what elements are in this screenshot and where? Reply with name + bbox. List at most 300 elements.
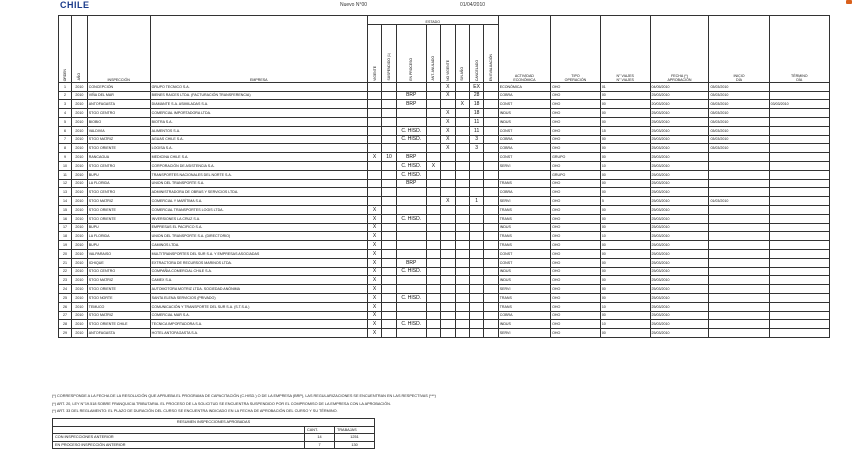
cell-estado-4 (426, 329, 440, 338)
cell-inicio (709, 311, 769, 320)
cell-estado-6 (455, 135, 469, 144)
table-row (59, 144, 830, 153)
cell-anio: 2010 (72, 205, 88, 214)
cell-empresa: GRUPO TECNICO S.A. (150, 82, 367, 91)
table-row (59, 276, 830, 285)
cell-orden: 18 (59, 232, 72, 241)
cell-estado-3: BRP (396, 179, 426, 188)
cell-tipo: OHO (551, 197, 601, 206)
cell-estado-4 (426, 153, 440, 162)
cell-fecha: 25/03/2010 (650, 214, 709, 223)
cell-estado-5 (441, 241, 455, 250)
cell-inspeccion: STGO MATRIZ (87, 276, 150, 285)
cell-estado-4 (426, 320, 440, 329)
cell-termino (769, 249, 829, 258)
cell-orden: 24 (59, 285, 72, 294)
cell-inicio (709, 302, 769, 311)
cell-tipo: OHO (551, 214, 601, 223)
cell-inspeccion: STGO ORIENTE CHILE (87, 320, 150, 329)
table-row (59, 205, 830, 214)
cell-estado-8 (484, 126, 498, 135)
cell-orden: 26 (59, 302, 72, 311)
cell-empresa: MULTITRANSPORTES DEL SUR S.A. Y EMPRESAS ASOCIADAS (150, 249, 367, 258)
cell-estado-4 (426, 258, 440, 267)
cell-estado-1: X (367, 205, 381, 214)
cell-fecha: 25/03/2010 (650, 91, 709, 100)
cell-fecha: 25/03/2010 (650, 205, 709, 214)
cell-estado-3: BRP (396, 153, 426, 162)
cell-estado-6 (455, 223, 469, 232)
cell-actividad: INDUS (498, 117, 550, 126)
cell-anio: 2010 (72, 267, 88, 276)
table-row (59, 100, 830, 109)
doc-date: 01/04/2010 (460, 2, 486, 8)
cell-estado-8 (484, 267, 498, 276)
cell-estado-7 (469, 302, 483, 311)
cell-termino (769, 241, 829, 250)
cell-termino (769, 144, 829, 153)
cell-orden: 25 (59, 293, 72, 302)
table-row (59, 170, 830, 179)
cell-inspeccion: ANTOFAGASTA (87, 329, 150, 338)
cell-viajes: 00 (600, 329, 650, 338)
summary-row-trab: 1251 (335, 434, 375, 442)
cell-anio: 2010 (72, 232, 88, 241)
cell-fecha: 25/03/2010 (650, 144, 709, 153)
cell-viajes: 00 (600, 276, 650, 285)
cell-estado-6 (455, 179, 469, 188)
cell-inicio (709, 170, 769, 179)
cell-inicio (709, 179, 769, 188)
cell-estado-2 (382, 144, 396, 153)
cell-orden: 14 (59, 197, 72, 206)
cell-estado-8 (484, 117, 498, 126)
cell-actividad: COBRA (498, 135, 550, 144)
cell-viajes: 00 (600, 205, 650, 214)
cell-estado-1 (367, 179, 381, 188)
summary-label-head (53, 426, 305, 434)
cell-fecha: 25/03/2010 (650, 188, 709, 197)
cell-fecha: 25/03/2010 (650, 285, 709, 294)
col-estado-4: ANT. ANULADO (426, 24, 440, 82)
cell-estado-7 (469, 205, 483, 214)
cell-actividad: INDUS (498, 223, 550, 232)
cell-tipo: OHO (551, 267, 601, 276)
cell-estado-4 (426, 241, 440, 250)
cell-tipo: OHO (551, 109, 601, 118)
cell-viajes: 10 (600, 320, 650, 329)
cell-estado-5 (441, 293, 455, 302)
cell-tipo: OHO (551, 126, 601, 135)
cell-termino (769, 153, 829, 162)
cell-estado-2 (382, 109, 396, 118)
cell-estado-6 (455, 214, 469, 223)
col-estado-5: NO VIGENTE (441, 24, 455, 82)
cell-estado-3 (396, 249, 426, 258)
cell-viajes: 00 (600, 249, 650, 258)
cell-fecha: 25/03/2010 (650, 161, 709, 170)
cell-inicio: 03/03/2010 (709, 135, 769, 144)
cell-anio: 2010 (72, 214, 88, 223)
cell-fecha: 25/03/2010 (650, 249, 709, 258)
cell-estado-8 (484, 320, 498, 329)
cell-estado-5 (441, 223, 455, 232)
cell-inspeccion: STGO ORIENTE (87, 214, 150, 223)
cell-viajes: 00 (600, 144, 650, 153)
cell-estado-2 (382, 302, 396, 311)
cell-estado-6 (455, 311, 469, 320)
cell-inspeccion: VALDIVIA (87, 126, 150, 135)
cell-empresa: COMERCIAL IMPORTADORA LTDA. (150, 109, 367, 118)
cell-termino (769, 276, 829, 285)
cell-termino (769, 311, 829, 320)
col-fecha: FECHA (*) APROBACIÓN (650, 16, 709, 83)
cell-inspeccion: VIÑA DEL MAR (87, 91, 150, 100)
cell-estado-5 (441, 311, 455, 320)
cell-actividad: SERVI (498, 329, 550, 338)
cell-estado-8 (484, 329, 498, 338)
cell-estado-8 (484, 214, 498, 223)
cell-anio: 2010 (72, 302, 88, 311)
cell-inicio: 03/03/2010 (709, 109, 769, 118)
cell-estado-6 (455, 249, 469, 258)
cell-termino (769, 302, 829, 311)
cell-estado-6 (455, 170, 469, 179)
cell-estado-8 (484, 144, 498, 153)
cell-fecha: 25/03/2010 (650, 329, 709, 338)
inspections-table (58, 15, 830, 338)
cell-estado-1: X (367, 302, 381, 311)
cell-orden: 21 (59, 258, 72, 267)
cell-estado-4 (426, 179, 440, 188)
cell-inspeccion: RANCAGUA (87, 153, 150, 162)
cell-tipo: OHO (551, 302, 601, 311)
cell-fecha: 25/03/2010 (650, 117, 709, 126)
cell-estado-5 (441, 170, 455, 179)
cell-estado-7 (469, 249, 483, 258)
cell-tipo: OHO (551, 276, 601, 285)
cell-estado-6 (455, 241, 469, 250)
cell-actividad: INDUS (498, 109, 550, 118)
cell-estado-6 (455, 117, 469, 126)
cell-tipo: OHO (551, 144, 601, 153)
cell-empresa: COMERCIAL MAR S.A. (150, 311, 367, 320)
cell-estado-7 (469, 267, 483, 276)
cell-viajes: 00 (600, 267, 650, 276)
cell-estado-8 (484, 293, 498, 302)
cell-actividad: TRANS (498, 302, 550, 311)
cell-inspeccion: LA FLORIDA (87, 179, 150, 188)
table-body (59, 82, 830, 337)
cell-inicio (709, 153, 769, 162)
cell-fecha: 25/03/2010 (650, 197, 709, 206)
cell-estado-1: X (367, 329, 381, 338)
cell-tipo: OHO (551, 232, 601, 241)
footnote: (*) CORRESPONDE A LA FECHA DE LA RESOLUCIÓN QUE APRUEBA EL PROGRAMA DE CAPACITACIÓN (C.HISD.) O DE LA EMPRESA (BRP), LAS REGULARIZACIONES SE ENCUENTRAN EN LAS RESPECTIVAS (***) (52, 394, 436, 398)
cell-estado-1 (367, 161, 381, 170)
cell-inspeccion: STGO ORIENTE (87, 144, 150, 153)
cell-estado-5: X (441, 82, 455, 91)
cell-estado-8 (484, 285, 498, 294)
cell-inspeccion: STGO ORIENTE (87, 205, 150, 214)
cell-estado-5 (441, 188, 455, 197)
cell-estado-7 (469, 241, 483, 250)
footnotes (52, 393, 436, 416)
cell-estado-3 (396, 117, 426, 126)
cell-viajes: 00 (600, 117, 650, 126)
cell-actividad: TRANS (498, 179, 550, 188)
summary-row-trab: 130 (335, 441, 375, 449)
cell-tipo: GRUPO (551, 170, 601, 179)
cell-estado-4 (426, 82, 440, 91)
cell-estado-2 (382, 241, 396, 250)
cell-anio: 2010 (72, 258, 88, 267)
cell-orden: 3 (59, 100, 72, 109)
table-row (59, 188, 830, 197)
cell-anio: 2010 (72, 135, 88, 144)
cell-empresa: TRANSPORTES NACIONALES DEL NORTE S.A. (150, 170, 367, 179)
cell-estado-3: BRP (396, 91, 426, 100)
cell-estado-7: 3 (469, 144, 483, 153)
cell-estado-4 (426, 302, 440, 311)
cell-tipo: OHO (551, 82, 601, 91)
cell-estado-3 (396, 276, 426, 285)
cell-inspeccion: BUPU (87, 170, 150, 179)
cell-tipo: OHO (551, 285, 601, 294)
cell-estado-3: C. HISD. (396, 135, 426, 144)
cell-estado-5 (441, 161, 455, 170)
cell-empresa: CORPORACIÓN DE ASISTENCIA S.A. (150, 161, 367, 170)
cell-fecha: 20/03/2010 (650, 100, 709, 109)
cell-estado-7 (469, 258, 483, 267)
cell-viajes: 10 (600, 302, 650, 311)
cell-empresa: ALIMENTOS S.A. (150, 126, 367, 135)
cell-estado-2 (382, 100, 396, 109)
summary-table (52, 418, 375, 449)
cell-estado-7: 18 (469, 109, 483, 118)
cell-estado-1: X (367, 232, 381, 241)
cell-estado-7 (469, 311, 483, 320)
cell-estado-5 (441, 249, 455, 258)
cell-fecha: 25/03/2010 (650, 267, 709, 276)
cell-estado-6 (455, 197, 469, 206)
cell-estado-2 (382, 232, 396, 241)
cell-estado-3 (396, 311, 426, 320)
cell-estado-8 (484, 170, 498, 179)
cell-estado-4 (426, 232, 440, 241)
cell-actividad: CONST (498, 153, 550, 162)
logo: CHILE (60, 0, 90, 10)
cell-estado-7 (469, 329, 483, 338)
cell-estado-8 (484, 276, 498, 285)
cell-estado-2 (382, 285, 396, 294)
cell-orden: 2 (59, 91, 72, 100)
cell-termino (769, 223, 829, 232)
cell-inicio (709, 293, 769, 302)
cell-actividad: CONST (498, 126, 550, 135)
cell-estado-4 (426, 285, 440, 294)
cell-orden: 16 (59, 214, 72, 223)
cell-estado-4 (426, 267, 440, 276)
cell-fecha: 25/03/2010 (650, 241, 709, 250)
cell-termino (769, 329, 829, 338)
cell-estado-1: X (367, 293, 381, 302)
cell-termino (769, 320, 829, 329)
cell-estado-8 (484, 161, 498, 170)
cell-anio: 2010 (72, 144, 88, 153)
cell-inspeccion: ICHIQUE (87, 258, 150, 267)
cell-actividad: ECONÓMICA (498, 82, 550, 91)
cell-termino (769, 170, 829, 179)
cell-estado-7 (469, 153, 483, 162)
cell-orden: 9 (59, 153, 72, 162)
cell-orden: 28 (59, 320, 72, 329)
table-row (59, 311, 830, 320)
cell-tipo: OHO (551, 249, 601, 258)
cell-fecha: 25/03/2010 (650, 153, 709, 162)
cell-estado-3 (396, 241, 426, 250)
cell-termino (769, 82, 829, 91)
cell-empresa: EMPRESAS EL PACIFICO S.A. (150, 223, 367, 232)
footnote: (*) ART. 33 DEL REGLAMENTO: EL PLAZO DE DURACIÓN DEL CURSO SE ENCUENTRA INDICADO EN LA FECHA DE APROBACIÓN DEL CURSO Y SU TÉRMINO. (52, 409, 338, 413)
cell-viajes: 00 (600, 153, 650, 162)
table-row (59, 285, 830, 294)
cell-actividad: COBRA (498, 311, 550, 320)
table-row (59, 135, 830, 144)
cell-estado-5 (441, 267, 455, 276)
cell-estado-5 (441, 179, 455, 188)
cell-actividad: COBRA (498, 91, 550, 100)
cell-estado-6: X (455, 100, 469, 109)
cell-estado-7: 1 (469, 197, 483, 206)
cell-estado-1 (367, 109, 381, 118)
cell-inicio: 03/03/2010 (709, 117, 769, 126)
cell-estado-6 (455, 329, 469, 338)
cell-viajes: 00 (600, 109, 650, 118)
cell-inspeccion: LA FLORIDA (87, 232, 150, 241)
cell-termino (769, 188, 829, 197)
table-row (59, 232, 830, 241)
cell-inspeccion: STGO CENTRO (87, 109, 150, 118)
cell-empresa: SANTA ELENA SERVICIOS (PRIVADO) (150, 293, 367, 302)
cell-estado-5: X (441, 126, 455, 135)
cell-estado-4 (426, 117, 440, 126)
doc-number: Nuevo N°00 (340, 2, 368, 8)
cell-tipo: OHO (551, 329, 601, 338)
cell-tipo: OHO (551, 135, 601, 144)
cell-estado-3 (396, 285, 426, 294)
col-orden: ORDEN (59, 16, 72, 83)
table-row (59, 267, 830, 276)
table-row (59, 214, 830, 223)
cell-estado-1: X (367, 311, 381, 320)
cell-estado-8 (484, 153, 498, 162)
cell-estado-5: X (441, 197, 455, 206)
cell-estado-7 (469, 170, 483, 179)
cell-estado-3: C. HISD. (396, 267, 426, 276)
summary-row (53, 434, 375, 442)
cell-inspeccion: STGO CENTRO (87, 188, 150, 197)
cell-estado-4 (426, 188, 440, 197)
cell-tipo: OHO (551, 188, 601, 197)
cell-empresa: AGUAS CHILE S.A. (150, 135, 367, 144)
cell-estado-6 (455, 276, 469, 285)
cell-termino (769, 179, 829, 188)
cell-orden: 12 (59, 179, 72, 188)
cell-empresa: MEDICINA CHILE S.A. (150, 153, 367, 162)
cell-inicio (709, 285, 769, 294)
cell-estado-5: X (441, 109, 455, 118)
cell-orden: 6 (59, 126, 72, 135)
cell-estado-6 (455, 302, 469, 311)
table-row (59, 293, 830, 302)
cell-estado-7 (469, 223, 483, 232)
cell-inspeccion: STGO MATRIZ (87, 311, 150, 320)
cell-orden: 13 (59, 188, 72, 197)
cell-viajes: 00 (600, 258, 650, 267)
cell-orden: 8 (59, 144, 72, 153)
cell-estado-1 (367, 144, 381, 153)
table-row (59, 302, 830, 311)
cell-empresa: COMERCIAL TRANSPORTES LOGIS LTDA. (150, 205, 367, 214)
cell-estado-1 (367, 126, 381, 135)
cell-inspeccion: BIOBIO (87, 117, 150, 126)
cell-estado-6 (455, 293, 469, 302)
cell-tipo: OHO (551, 179, 601, 188)
cell-estado-6 (455, 232, 469, 241)
cell-anio: 2010 (72, 293, 88, 302)
cell-estado-3: C. HISD. (396, 214, 426, 223)
cell-inicio (709, 214, 769, 223)
cell-empresa: CAMEX S.A. (150, 276, 367, 285)
cell-actividad: SERVI (498, 197, 550, 206)
cell-fecha: 25/03/2010 (650, 223, 709, 232)
cell-estado-2 (382, 117, 396, 126)
cell-estado-2 (382, 170, 396, 179)
cell-estado-4 (426, 126, 440, 135)
cell-estado-1: X (367, 214, 381, 223)
cell-inspeccion: STGO CENTRO (87, 267, 150, 276)
cell-estado-8 (484, 109, 498, 118)
table-row (59, 91, 830, 100)
cell-anio: 2010 (72, 285, 88, 294)
cell-inspeccion: ANTOFAGASTA (87, 100, 150, 109)
cell-actividad: COBRA (498, 188, 550, 197)
col-empresa: EMPRESA (150, 16, 367, 83)
cell-tipo: OHO (551, 117, 601, 126)
cell-estado-1 (367, 197, 381, 206)
cell-anio: 2010 (72, 241, 88, 250)
cell-anio: 2010 (72, 179, 88, 188)
cell-inicio: 03/03/2010 (709, 144, 769, 153)
cell-estado-4 (426, 135, 440, 144)
cell-estado-3 (396, 188, 426, 197)
table-row (59, 223, 830, 232)
cell-estado-7: 11 (469, 117, 483, 126)
cell-estado-2 (382, 82, 396, 91)
cell-orden: 5 (59, 117, 72, 126)
cell-estado-3 (396, 223, 426, 232)
col-inspeccion: INSPECCIÓN (87, 16, 150, 83)
cell-estado-3: C. HISD. (396, 126, 426, 135)
cell-estado-3: C. HISD. (396, 320, 426, 329)
table-row (59, 117, 830, 126)
cell-orden: 4 (59, 109, 72, 118)
cell-termino: 03/03/2010 (769, 100, 829, 109)
cell-empresa: COMERCIAL Y MARÍTIMA S.A. (150, 197, 367, 206)
cell-termino (769, 109, 829, 118)
cell-anio: 2010 (72, 329, 88, 338)
